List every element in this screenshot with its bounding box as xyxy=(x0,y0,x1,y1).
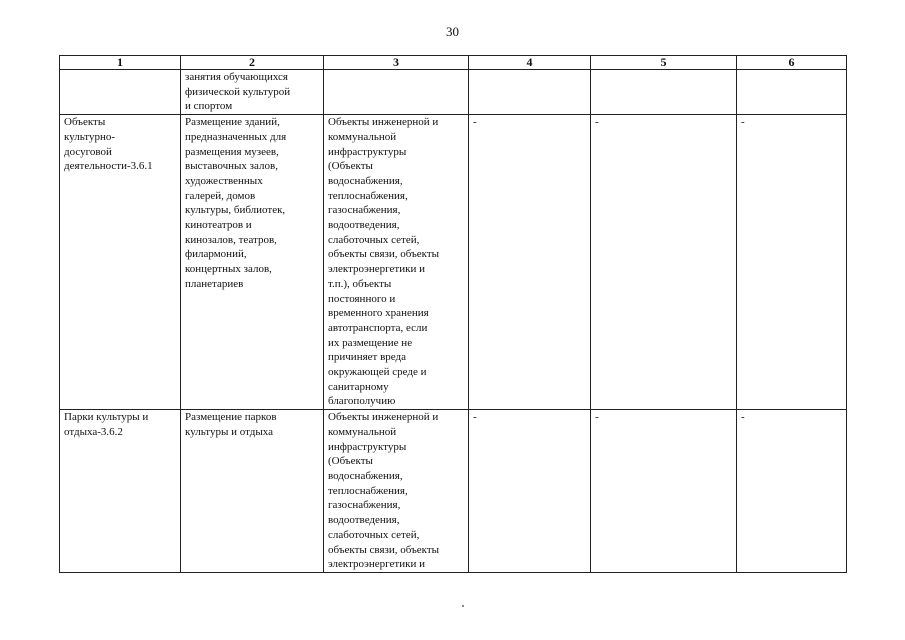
cell-col6: - xyxy=(737,115,847,410)
column-header-3: 3 xyxy=(324,56,469,70)
regulations-table xyxy=(59,55,847,573)
cell-col5: - xyxy=(591,410,737,573)
cell-activity-type xyxy=(60,70,181,115)
column-header-1: 1 xyxy=(60,56,181,70)
column-header-5: 5 xyxy=(591,56,737,70)
cell-description: Размещение зданий, предназначенных для размещения музеев, выставочных залов, художественных галерей, домов культуры, библиотек, кинотеатров и кинозалов, театров, филармоний, концертных залов, планетариев xyxy=(181,115,324,410)
cell-auxiliary-uses xyxy=(324,70,469,115)
table-row xyxy=(60,70,847,115)
cell-activity-type: Парки культуры и отдыха-3.6.2 xyxy=(60,410,181,573)
cell-description: Размещение парков культуры и отдыха xyxy=(181,410,324,573)
cell-auxiliary-uses: Объекты инженерной и коммунальной инфраструктуры (Объекты водоснабжения, теплоснабжения, газоснабжения, водоотведения, слаботочных сетей, объекты связи, объекты электроэнергетики и т.п.), объекты постоянного и временного хранения автотранспорта, если их размещение не причиняет вреда окружающей среде и санитарному благополучию xyxy=(324,115,469,410)
table-row xyxy=(60,410,847,573)
page-number: 30 xyxy=(446,24,459,39)
table-row xyxy=(60,115,847,410)
cell-col4 xyxy=(469,70,591,115)
column-header-2: 2 xyxy=(181,56,324,70)
cell-col6: - xyxy=(737,410,847,573)
column-header-6: 6 xyxy=(737,56,847,70)
cell-col6 xyxy=(737,70,847,115)
cell-auxiliary-uses: Объекты инженерной и коммунальной инфраструктуры (Объекты водоснабжения, теплоснабжения, газоснабжения, водоотведения, слаботочных сетей, объекты связи, объекты электроэнергетики и xyxy=(324,410,469,573)
column-header-4: 4 xyxy=(469,56,591,70)
cell-col5: - xyxy=(591,115,737,410)
scan-speck xyxy=(462,605,464,607)
cell-col4: - xyxy=(469,410,591,573)
cell-activity-type: Объекты культурно- досуговой деятельности-3.6.1 xyxy=(60,115,181,410)
cell-description: занятия обучающихся физической культурой и спортом xyxy=(181,70,324,115)
cell-col5 xyxy=(591,70,737,115)
table-header-row xyxy=(60,56,847,70)
cell-col4: - xyxy=(469,115,591,410)
